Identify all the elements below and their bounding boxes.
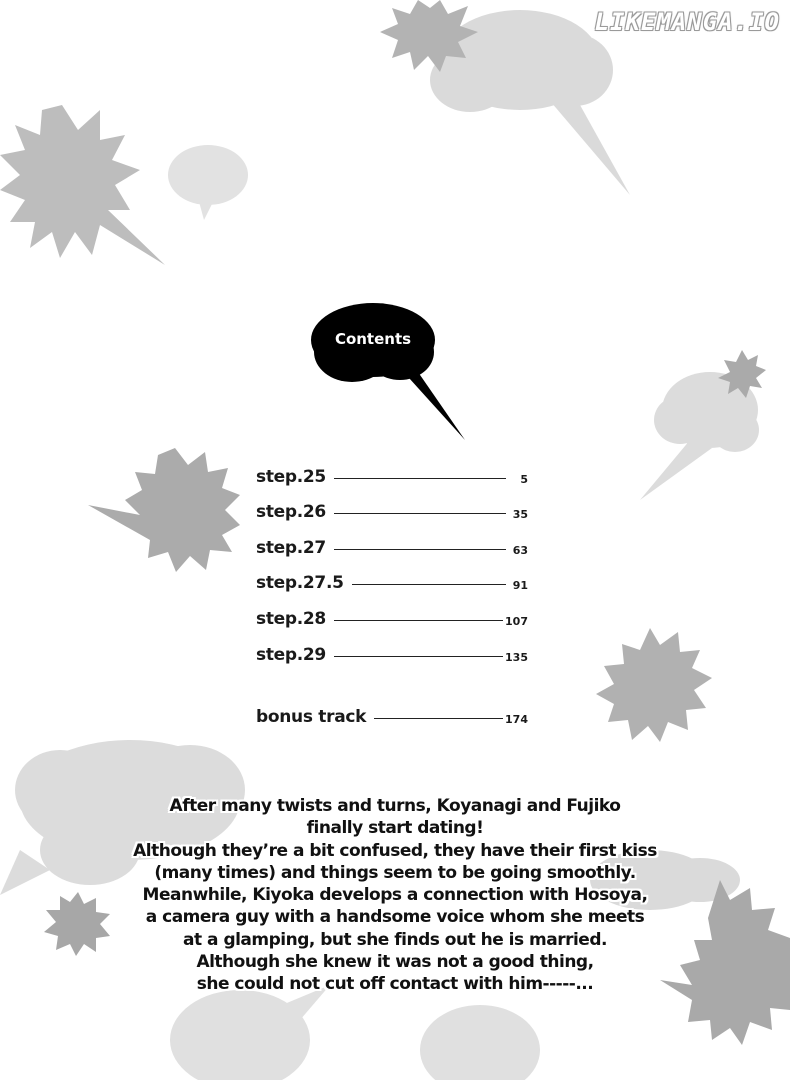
toc-label: step.26 bbox=[256, 502, 326, 522]
toc-page-number: 63 bbox=[512, 543, 528, 557]
toc-row-step-27-5 bbox=[256, 570, 528, 596]
summary-line: she could not cut off contact with him-----... bbox=[196, 974, 594, 995]
toc-leader-line bbox=[334, 620, 503, 621]
toc-leader-line bbox=[334, 478, 506, 479]
site-watermark: LIKEMANGA.IO bbox=[594, 8, 780, 36]
toc-row-step-28 bbox=[256, 606, 528, 632]
story-summary bbox=[80, 795, 710, 996]
speech-bubble-bottom-center bbox=[170, 985, 540, 1080]
summary-line: After many twists and turns, Koyanagi and Fujiko bbox=[169, 796, 621, 816]
toc-label: bonus track bbox=[256, 707, 367, 727]
contents-speech-bubble bbox=[311, 303, 465, 440]
speech-bubble-small-upper-left bbox=[168, 145, 248, 220]
toc-label: step.27 bbox=[256, 538, 326, 558]
toc-page-number: 35 bbox=[512, 507, 528, 521]
toc-page-number: 5 bbox=[520, 472, 528, 486]
summary-line: Meanwhile, Kiyoka develops a connection with Hosoya, bbox=[142, 885, 648, 906]
summary-line: at a glamping, but she finds out he is married. bbox=[183, 929, 607, 950]
burst-left bbox=[0, 105, 165, 265]
summary-line: (many times) and things seem to be going smoothly. bbox=[154, 862, 636, 883]
summary-line: a camera guy with a handsome voice whom she meets bbox=[145, 907, 645, 928]
burst-right-lower bbox=[596, 628, 712, 742]
toc-leader-line bbox=[334, 549, 506, 550]
toc-leader-line bbox=[334, 656, 503, 657]
toc-row-step-29 bbox=[256, 642, 528, 668]
contents-heading: Contents bbox=[334, 330, 412, 348]
toc-page-number: 107 bbox=[505, 614, 528, 628]
toc-leader-line bbox=[334, 513, 506, 514]
toc-page-number: 174 bbox=[505, 712, 528, 726]
toc-label: step.25 bbox=[256, 467, 326, 487]
toc-label: step.27.5 bbox=[256, 573, 344, 593]
summary-line: finally start dating! bbox=[306, 818, 484, 839]
summary-line: Although she knew it was not a good thing, bbox=[196, 952, 594, 973]
summary-line: Although they’re a bit confused, they have their first kiss bbox=[133, 840, 657, 861]
toc-page-number: 91 bbox=[512, 578, 528, 592]
toc-label: step.29 bbox=[256, 645, 326, 665]
toc-page-number: 135 bbox=[505, 650, 528, 664]
toc-leader-line bbox=[352, 584, 506, 585]
toc-label: step.28 bbox=[256, 609, 326, 629]
toc-leader-line bbox=[374, 718, 503, 719]
toc-row-step-25 bbox=[256, 464, 528, 490]
burst-middle-left bbox=[88, 448, 240, 572]
toc-row-bonus-track bbox=[256, 704, 528, 730]
toc-row-step-26 bbox=[256, 499, 528, 525]
toc-row-step-27 bbox=[256, 535, 528, 561]
